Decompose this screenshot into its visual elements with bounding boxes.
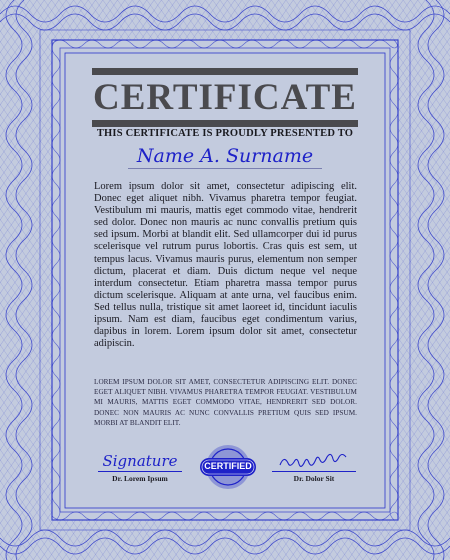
recipient-name: Name A. Surname: [136, 145, 314, 167]
presented-to-line: THIS CERTIFICATE IS PROUDLY PRESENTED TO: [96, 128, 354, 139]
certificate-title: CERTIFICATE: [93, 77, 357, 118]
certificate-body-text: Lorem ipsum dolor sit amet, consectetur adipiscing elit. Donec eget aliquet nibh. Vivamus pharetra tempor feugiat. Vestibulum mi mauris, mattis eget commodo vitae, hendrerit sed dolor. Donec non mauris ac nunc convallis pretium quis sed ipsum. Morbi at blandit elit. Sed ullamcorper dui id purus scelerisque vel rutrum purus lobortis. Cras quis est sem, ut tempus lacus. Vivamus mauris purus, elementum non semper dictum, placerat et diam. Duis dictum neque vel neque interdum consectetur. Etiam pharetra massa tempor purus dictum scelerisque. Aliquam at ante urna, vel faucibus enim. Sed tellus nulla, tristique sit amet laoreet id, tincidunt iaculis ipsum. Nam est diam, faucibus eget condimentum varius, dapibus in lorem. Lorem ipsum dolor sit amet, consectetur adipiscin.: [94, 181, 357, 350]
title-bar-top: [92, 68, 358, 75]
signature-left-name: Dr. Lorem Ipsum: [112, 474, 168, 483]
signature-right-line: [272, 471, 356, 472]
handwritten-signature-icon: [272, 452, 356, 470]
signature-left: [98, 452, 182, 484]
signature-right-script: [272, 452, 356, 470]
signature-right: [272, 452, 356, 484]
seal-label: CERTIFIED: [204, 461, 252, 471]
name-underline: [128, 168, 322, 169]
signature-left-line: [98, 471, 182, 472]
fine-print-text: LOREM IPSUM DOLOR SIT AMET, CONSECTETUR ADIPISCING ELIT. DONEC EGET ALIQUET NIBH. VIVAMUS PHARETRA TEMPOR FEUGIAT. VESTIBULUM MI MAURIS, MATTIS EGET COMMODO VITAE, HENDRERIT SED DOLOR. DONEC NON MAURIS AC NUNC CONVALLIS PRETIUM QUIS SED IPSUM. MORBI AT BLANDIT ELIT.: [94, 378, 357, 427]
signature-right-name: Dr. Dolor Sit: [293, 474, 335, 483]
certified-seal-icon: [198, 442, 258, 492]
signature-left-script: Signature: [102, 452, 178, 470]
certificate-title-block: [92, 68, 358, 128]
title-bar-bottom: [92, 120, 358, 127]
